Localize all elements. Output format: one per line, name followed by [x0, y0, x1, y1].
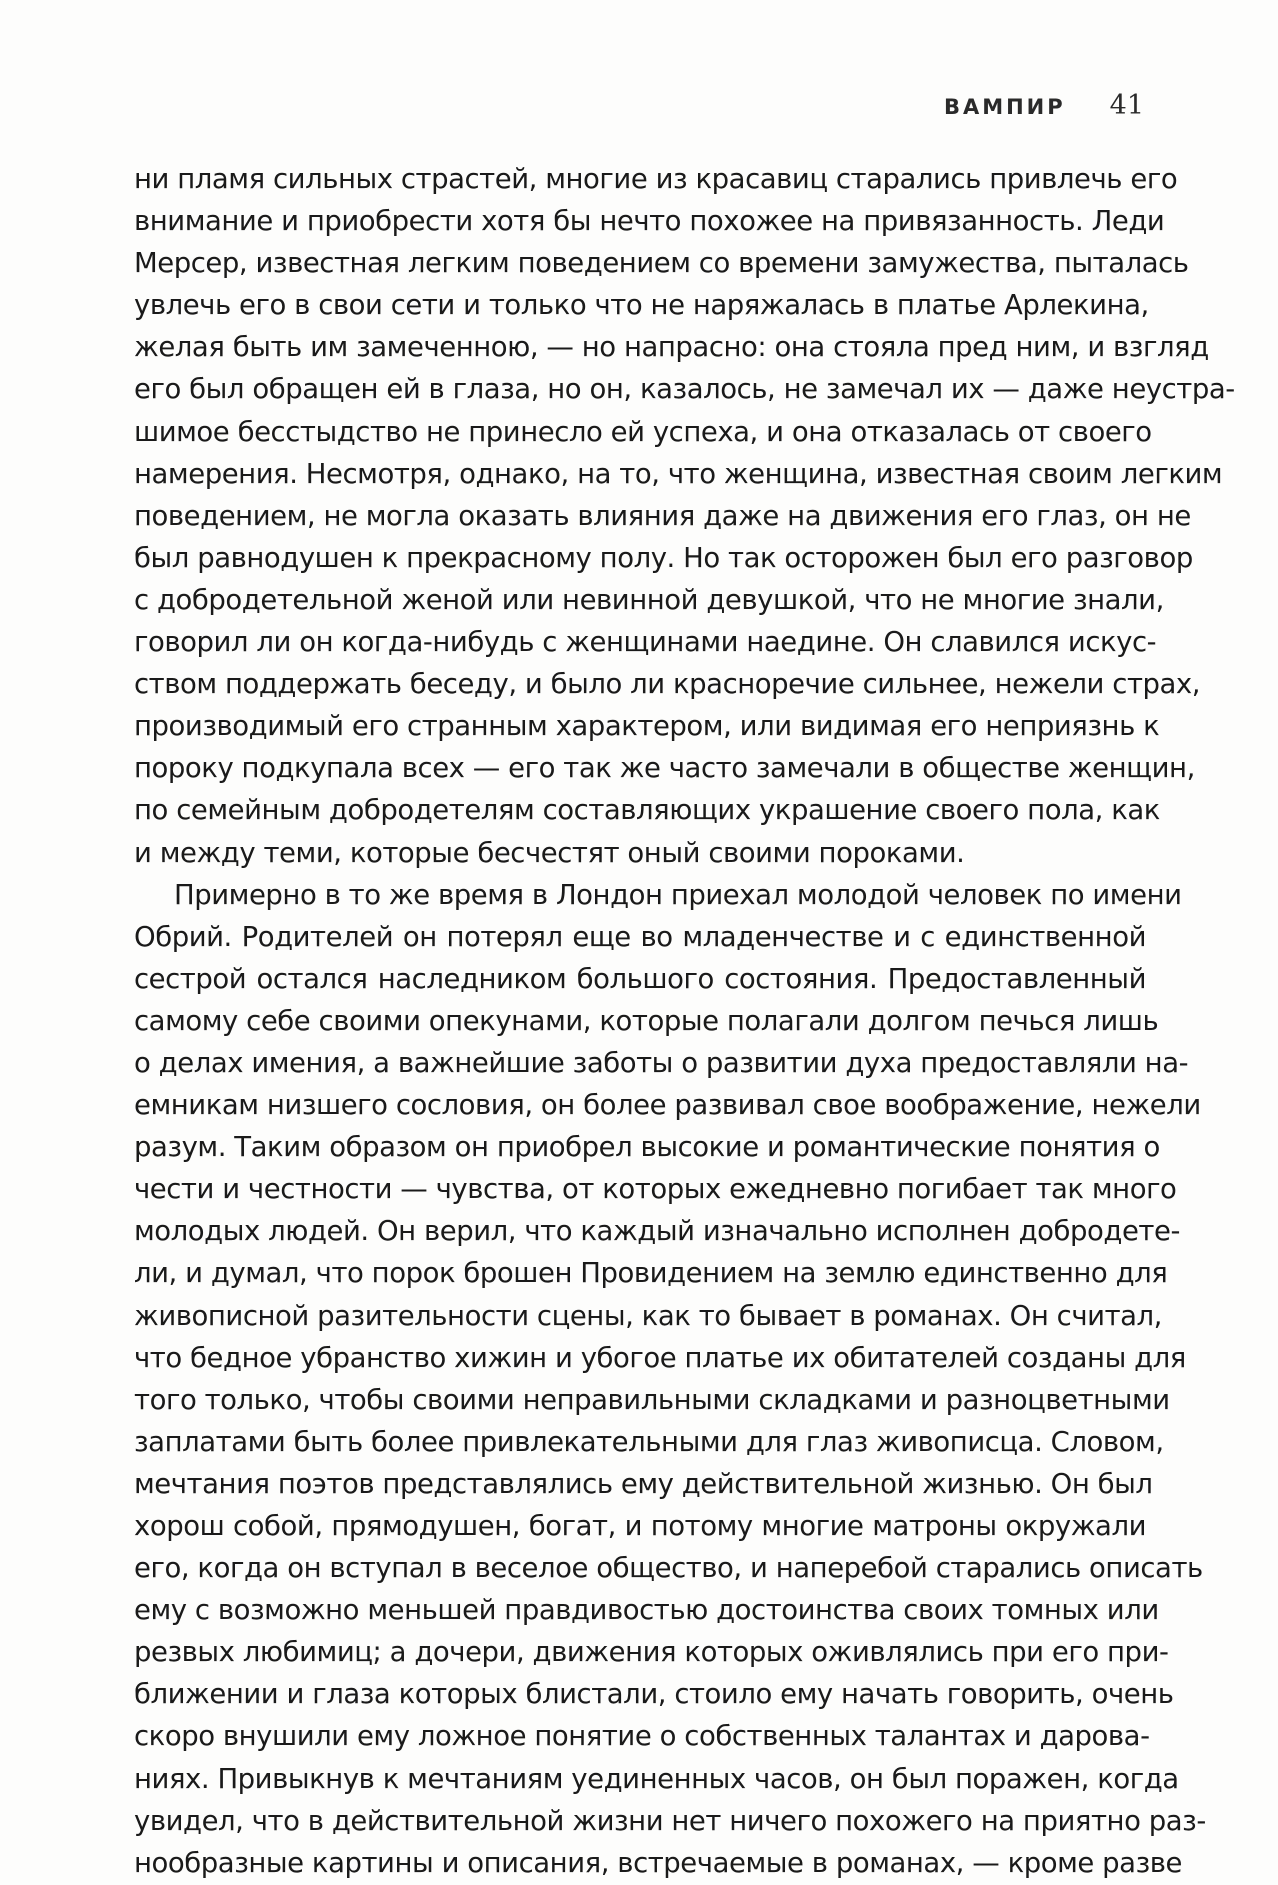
text-line: того только, чтобы своими неправильными складками и разноцветными: [134, 1383, 1170, 1416]
text-line: с добродетельной женой или невинной девушкой, что не многие знали,: [134, 583, 1164, 616]
text-line: молодых людей. Он верил, что каждый изначально исполнен добродете-: [134, 1215, 1180, 1248]
text-line: емникам низшего сословия, он более развивал свое воображение, нежели: [134, 1089, 1201, 1122]
text-line: чести и честности — чувства, от которых ежедневно погибает так много: [134, 1173, 1177, 1206]
text-line: внимание и приобрести хотя бы нечто похожее на привязанность. Леди: [134, 205, 1165, 238]
text-line: мечтания поэтов представлялись ему действительной жизнью. Он был: [134, 1467, 1153, 1500]
text-line: говорил ли он когда-нибудь с женщинами наедине. Он славился искус-: [134, 626, 1157, 659]
text-line: живописной разительности сцены, как то бывает в романах. Он считал,: [134, 1299, 1162, 1332]
text-line: скоро внушили ему ложное понятие о собственных талантах и дарова-: [134, 1720, 1150, 1753]
text-line: самому себе своими опекунами, которые полагали долгом печься лишь: [134, 1004, 1159, 1037]
text-line: ниях. Привыкнув к мечтаниям уединенных часов, он был поражен, когда: [134, 1762, 1179, 1795]
text-line: ближении и глаза которых блистали, стоило ему начать говорить, очень: [134, 1678, 1174, 1711]
text-line: его, когда он вступал в веселое общество, и наперебой старались описать: [134, 1552, 1203, 1585]
text-line: намерения. Несмотря, однако, на то, что женщина, известная своим легким: [134, 457, 1223, 490]
text-line: по семейным добродетелям составляющих украшение своего пола, как: [134, 794, 1160, 827]
text-line: Обрий. Родителей он потерял еще во младенчестве и с единственной: [134, 920, 1146, 953]
page-header: [944, 90, 1144, 121]
text-line: заплатами быть более привлекательными для глаз живописца. Словом,: [134, 1425, 1164, 1458]
text-line: хорош собой, прямодушен, богат, и потому многие матроны окружали: [134, 1510, 1146, 1542]
text-line: ему с возможно меньшей правдивостью достоинства своих томных или: [134, 1594, 1159, 1627]
text-line: резвых любимиц; а дочери, движения которых оживлялись при его при-: [134, 1636, 1169, 1669]
text-line: производимый его странным характером, или видимая его неприязнь к: [134, 710, 1160, 743]
page-number: 41: [1109, 90, 1144, 121]
running-title: ВАМПИР: [943, 95, 1066, 119]
text-line: что бедное убранство хижин и убогое платье их обитателей созданы для: [134, 1341, 1186, 1374]
text-line: пороку подкупала всех — его так же часто замечали в обществе женщин,: [134, 752, 1195, 785]
text-line: ством поддержать беседу, и было ли красноречие сильнее, нежели страх,: [134, 668, 1201, 701]
text-line: поведением, не могла оказать влияния даже на движения его глаз, он не: [134, 499, 1191, 532]
text-line: нообразные картины и описания, встречаемые в романах, — кроме разве: [134, 1846, 1182, 1879]
text-line: желая быть им замеченною, — но напрасно: она стояла пред ним, и взгляд: [134, 331, 1209, 364]
text-line: его был обращен ей в глаза, но он, казалось, не замечал их — даже неустра-: [134, 373, 1235, 406]
text-line: увидел, что в действительной жизни нет ничего похожего на приятно раз-: [134, 1804, 1206, 1837]
text-line: о делах имения, а важнейшие заботы о развитии духа предоставляли на-: [134, 1046, 1189, 1079]
paragraph-end-line: и между теми, которые бесчестят оный своими пороками.: [134, 836, 965, 869]
text-line: ни пламя сильных страстей, многие из красавиц старались привлечь его: [134, 163, 1178, 195]
text-line: Мерсер, известная легким поведением со времени замужества, пыталась: [134, 247, 1189, 280]
paragraph-start-line: Примерно в то же время в Лондон приехал молодой человек по имени: [174, 878, 1182, 911]
text-line: сестрой остался наследником большого состояния. Предоставленный: [134, 962, 1146, 995]
text-line: разум. Таким образом он приобрел высокие и романтические понятия о: [134, 1131, 1160, 1164]
text-line: шимое бесстыдство не принесло ей успеха, и она отказалась от своего: [134, 415, 1152, 448]
text-line: ли, и думал, что порок брошен Провидением на землю единственно для: [134, 1257, 1168, 1290]
body-text: [134, 158, 1235, 1884]
text-line: увлечь его в свои сети и только что не наряжалась в платье Арлекина,: [134, 289, 1149, 322]
text-line: был равнодушен к прекрасному полу. Но так осторожен был его разговор: [134, 541, 1193, 574]
